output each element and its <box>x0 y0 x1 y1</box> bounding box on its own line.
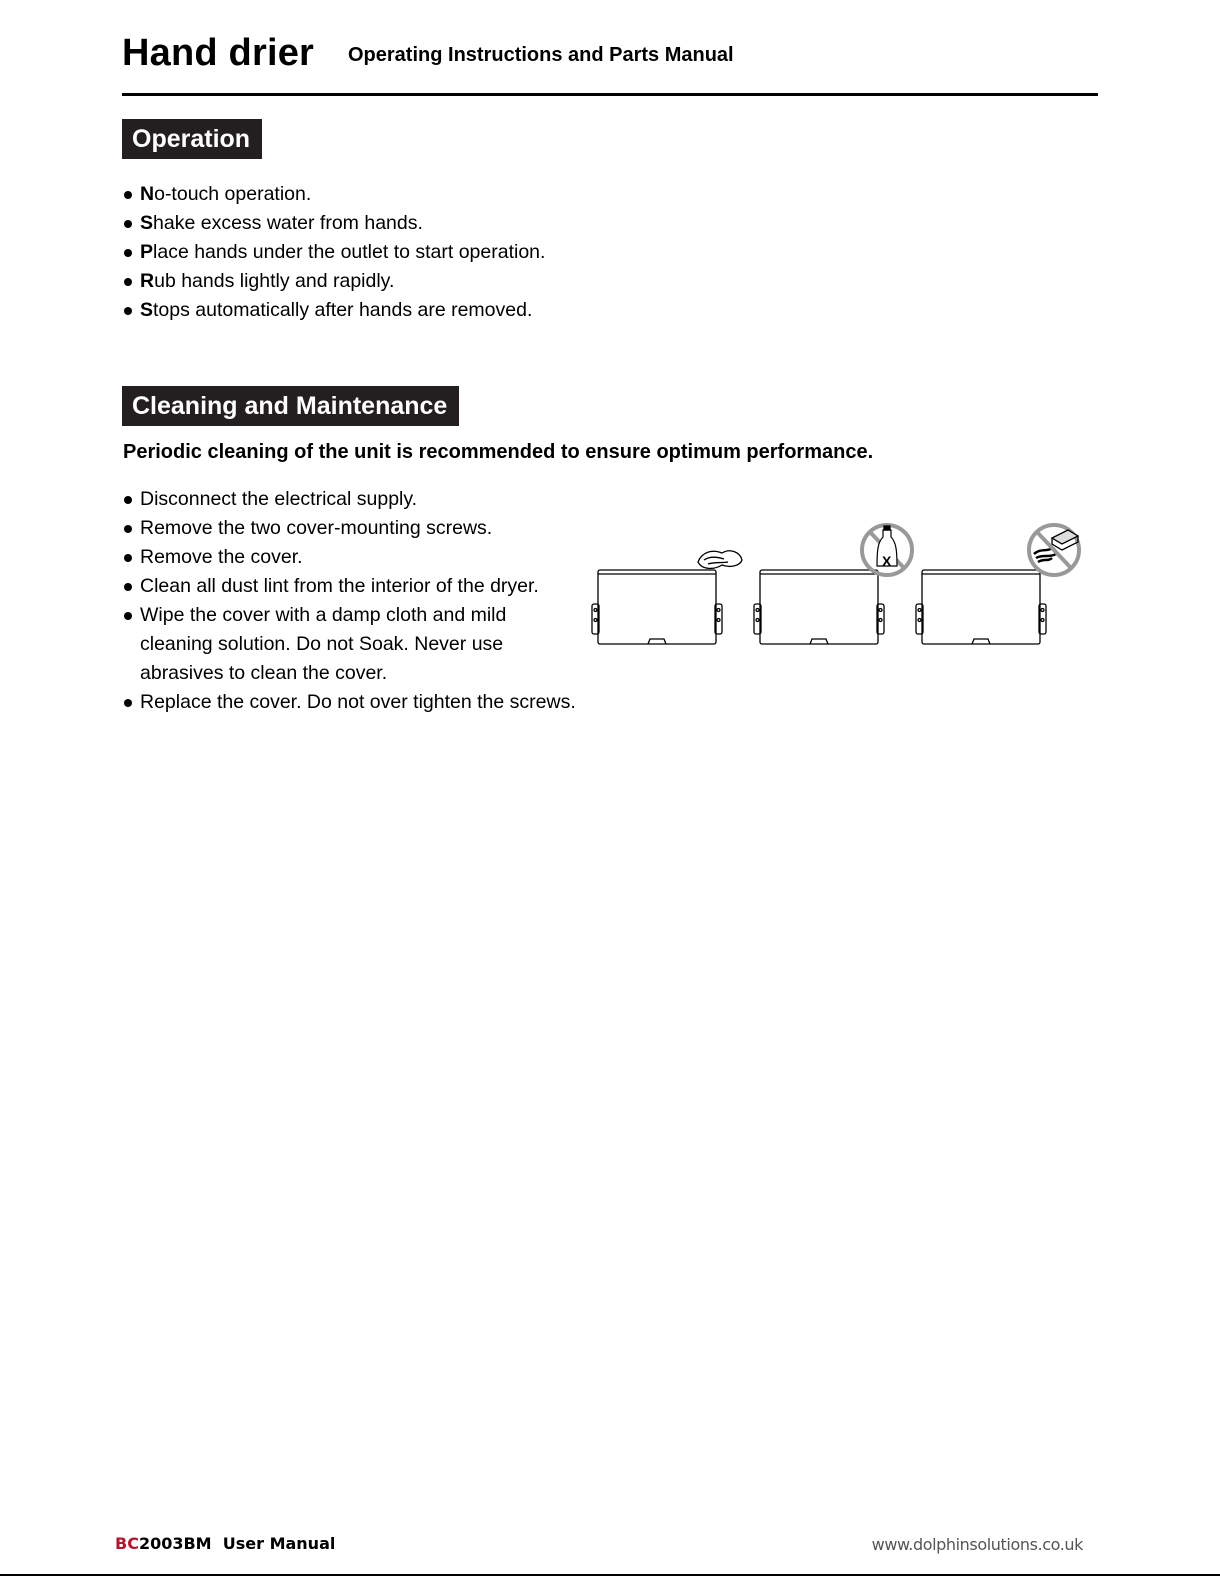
no-abrasive-icon <box>1029 525 1079 575</box>
operation-list <box>122 180 545 325</box>
list-item: Replace the cover. Do not over tighten the screws. <box>122 688 642 717</box>
list-item <box>122 267 545 296</box>
initial-letter: S <box>140 299 154 321</box>
item-text: o-touch operation. <box>154 183 312 205</box>
dryer-unit-3 <box>916 570 1046 644</box>
model-code: 2003BM <box>138 1534 212 1553</box>
list-item: Remove the two cover-mounting screws. <box>122 514 642 543</box>
model-code-prefix: BC <box>115 1534 139 1553</box>
document-subtitle: Operating Instructions and Parts Manual <box>348 44 734 66</box>
cleaning-illustrations <box>590 522 1100 657</box>
cleaning-intro: Periodic cleaning of the unit is recommended to ensure optimum performance. <box>123 441 874 463</box>
list-item: Clean all dust lint from the interior of the dryer. <box>122 572 642 601</box>
bottom-divider <box>0 1574 1220 1576</box>
initial-letter: P <box>140 241 154 263</box>
list-item: Remove the cover. <box>122 543 642 572</box>
initial-letter: N <box>140 183 155 205</box>
page-header <box>122 30 1098 96</box>
list-item: Wipe the cover with a damp cloth and mild cleaning solution. Do not Soak. Never use abrasives to clean the cover. <box>122 601 540 688</box>
list-item: Disconnect the electrical supply. <box>122 485 642 514</box>
dryer-unit-2 <box>754 570 884 644</box>
list-item <box>122 180 545 209</box>
cleaning-list <box>122 485 642 717</box>
bottle-mark: X <box>882 553 892 569</box>
item-text: ub hands lightly and rapidly. <box>154 270 395 292</box>
initial-letter: S <box>140 212 154 234</box>
dryer-unit-1 <box>592 570 722 644</box>
footer-website: www.dolphinsolutions.co.uk <box>871 1535 1083 1554</box>
list-item <box>122 296 545 325</box>
operation-heading: Operation <box>122 119 262 159</box>
item-text: lace hands under the outlet to start operation. <box>153 241 546 263</box>
footer-model <box>115 1534 335 1553</box>
initial-letter: R <box>140 270 155 292</box>
list-item <box>122 209 545 238</box>
item-text: hake excess water from hands. <box>153 212 423 234</box>
cleaning-heading: Cleaning and Maintenance <box>122 386 459 426</box>
header-divider <box>122 93 1098 96</box>
manual-label: User Manual <box>222 1534 336 1553</box>
item-text: tops automatically after hands are removed. <box>153 299 533 321</box>
document-title: Hand drier <box>122 32 315 74</box>
list-item <box>122 238 545 267</box>
cloth-icon <box>698 551 742 569</box>
